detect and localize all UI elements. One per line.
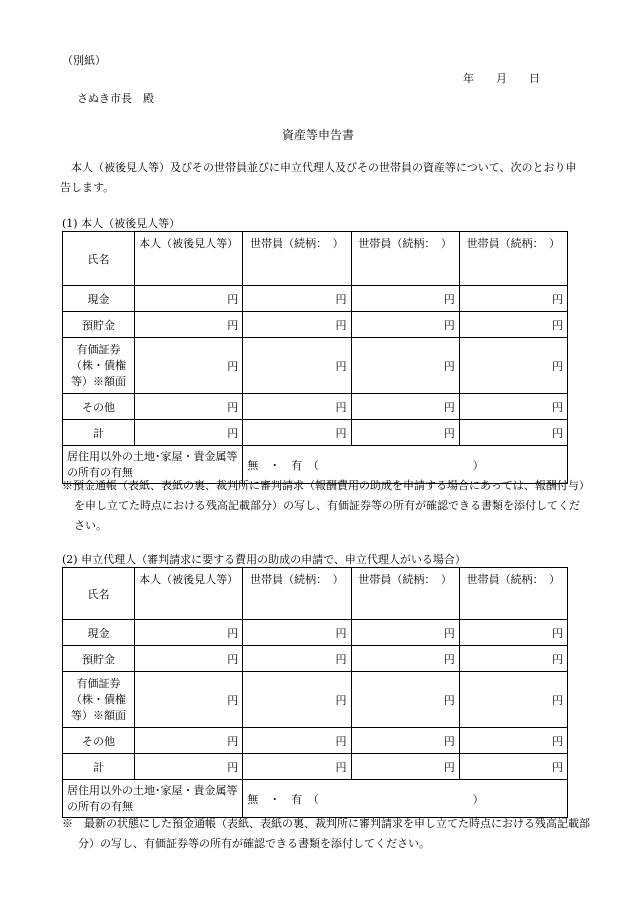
value-cell: 円 bbox=[243, 620, 351, 646]
row-label: 計 bbox=[63, 754, 135, 780]
column-header: 本人（被後見人等） bbox=[135, 568, 243, 620]
attachment-label: （別紙） bbox=[62, 54, 106, 67]
value-cell: 円 bbox=[459, 646, 567, 672]
name-label: 氏名 bbox=[63, 232, 135, 286]
row-label: 計 bbox=[63, 420, 135, 446]
value-cell: 円 bbox=[243, 312, 351, 338]
ownership-value: 無 ・ 有 （ ） bbox=[243, 446, 568, 484]
value-cell: 円 bbox=[135, 672, 243, 728]
value-cell: 円 bbox=[459, 312, 567, 338]
column-header: 世帯員（続柄： ） bbox=[459, 232, 567, 286]
name-label: 氏名 bbox=[63, 568, 135, 620]
section1-heading: (1) 本人（被後見人等） bbox=[62, 217, 181, 230]
section2-asset-table bbox=[62, 567, 568, 818]
value-cell: 円 bbox=[351, 672, 459, 728]
ownership-value: 無 ・ 有 （ ） bbox=[243, 780, 568, 818]
value-cell: 円 bbox=[135, 420, 243, 446]
value-cell: 円 bbox=[243, 286, 351, 312]
row-label: 預貯金 bbox=[63, 646, 135, 672]
value-cell: 円 bbox=[243, 338, 351, 394]
value-cell: 円 bbox=[351, 312, 459, 338]
value-cell: 円 bbox=[135, 312, 243, 338]
value-cell: 円 bbox=[351, 286, 459, 312]
value-cell: 円 bbox=[243, 646, 351, 672]
value-cell: 円 bbox=[243, 420, 351, 446]
page-title: 資産等申告書 bbox=[282, 128, 355, 142]
row-label: 現金 bbox=[63, 620, 135, 646]
value-cell: 円 bbox=[459, 420, 567, 446]
value-cell: 円 bbox=[135, 620, 243, 646]
column-header: 世帯員（続柄： ） bbox=[243, 568, 351, 620]
value-cell: 円 bbox=[459, 286, 567, 312]
table-row-other bbox=[63, 728, 568, 754]
column-header: 世帯員（続柄： ） bbox=[351, 568, 459, 620]
table-row-ownership bbox=[63, 780, 568, 818]
table-row-total bbox=[63, 754, 568, 780]
value-cell: 円 bbox=[351, 754, 459, 780]
value-cell: 円 bbox=[351, 620, 459, 646]
row-label: 現金 bbox=[63, 286, 135, 312]
row-label: その他 bbox=[63, 728, 135, 754]
value-cell: 円 bbox=[459, 620, 567, 646]
table-row-other bbox=[63, 394, 568, 420]
section1-note: ※預金通帳（表紙、表紙の裏、裁判所に審判請求（報酬費用の助成を申請する場合にあっては、報酬付与）を申し立てた時点における残高記載部分）の写し、有価証券等の所有が確認できる書類を添付してください。 bbox=[62, 479, 585, 532]
table-row-cash bbox=[63, 620, 568, 646]
value-cell: 円 bbox=[135, 286, 243, 312]
value-cell: 円 bbox=[243, 754, 351, 780]
value-cell: 円 bbox=[351, 646, 459, 672]
value-cell: 円 bbox=[459, 754, 567, 780]
value-cell: 円 bbox=[243, 728, 351, 754]
row-label: 有価証券（株・債権等）※額面 bbox=[63, 338, 135, 394]
row-label: 預貯金 bbox=[63, 312, 135, 338]
table-row-securities bbox=[63, 338, 568, 394]
row-label: その他 bbox=[63, 394, 135, 420]
ownership-label: 居住用以外の土地･家屋・貴金属等の所有の有無 bbox=[63, 446, 243, 484]
table-header-row bbox=[63, 568, 568, 620]
value-cell: 円 bbox=[135, 394, 243, 420]
table-header-row bbox=[63, 232, 568, 286]
intro-paragraph: 本人（被後見人等）及びその世帯員並びに申立代理人及びその世帯員の資産等について、次のとおり申告します。 bbox=[60, 161, 577, 194]
column-header: 世帯員（続柄： ） bbox=[459, 568, 567, 620]
value-cell: 円 bbox=[135, 338, 243, 394]
column-header: 世帯員（続柄： ） bbox=[243, 232, 351, 286]
value-cell: 円 bbox=[135, 646, 243, 672]
table-row-cash bbox=[63, 286, 568, 312]
value-cell: 円 bbox=[459, 394, 567, 420]
section2-heading: (2) 申立代理人（審判請求に要する費用の助成の申請で、申立代理人がいる場合） bbox=[62, 553, 466, 566]
value-cell: 円 bbox=[243, 394, 351, 420]
value-cell: 円 bbox=[459, 672, 567, 728]
section2-note: ※ 最新の状態にした預金通帳（表紙、表紙の裏、裁判所に審判請求を申し立てた時点における残高記載部分）の写し、有価証券等の所有が確認できる書類を添付してください。 bbox=[62, 817, 590, 850]
section1-asset-table bbox=[62, 231, 568, 484]
table-row-total bbox=[63, 420, 568, 446]
value-cell: 円 bbox=[459, 728, 567, 754]
column-header: 世帯員（続柄： ） bbox=[351, 232, 459, 286]
value-cell: 円 bbox=[135, 728, 243, 754]
table-row-savings bbox=[63, 646, 568, 672]
ownership-label: 居住用以外の土地･家屋・貴金属等の所有の有無 bbox=[63, 780, 243, 818]
column-header: 本人（被後見人等） bbox=[135, 232, 243, 286]
date-field: 年 月 日 bbox=[463, 72, 540, 85]
value-cell: 円 bbox=[459, 338, 567, 394]
value-cell: 円 bbox=[351, 420, 459, 446]
addressee: さぬき市長 殿 bbox=[77, 92, 154, 105]
table-row-securities bbox=[63, 672, 568, 728]
row-label: 有価証券（株・債権等）※額面 bbox=[63, 672, 135, 728]
value-cell: 円 bbox=[351, 394, 459, 420]
value-cell: 円 bbox=[351, 728, 459, 754]
value-cell: 円 bbox=[243, 672, 351, 728]
value-cell: 円 bbox=[135, 754, 243, 780]
table-row-savings bbox=[63, 312, 568, 338]
value-cell: 円 bbox=[351, 338, 459, 394]
